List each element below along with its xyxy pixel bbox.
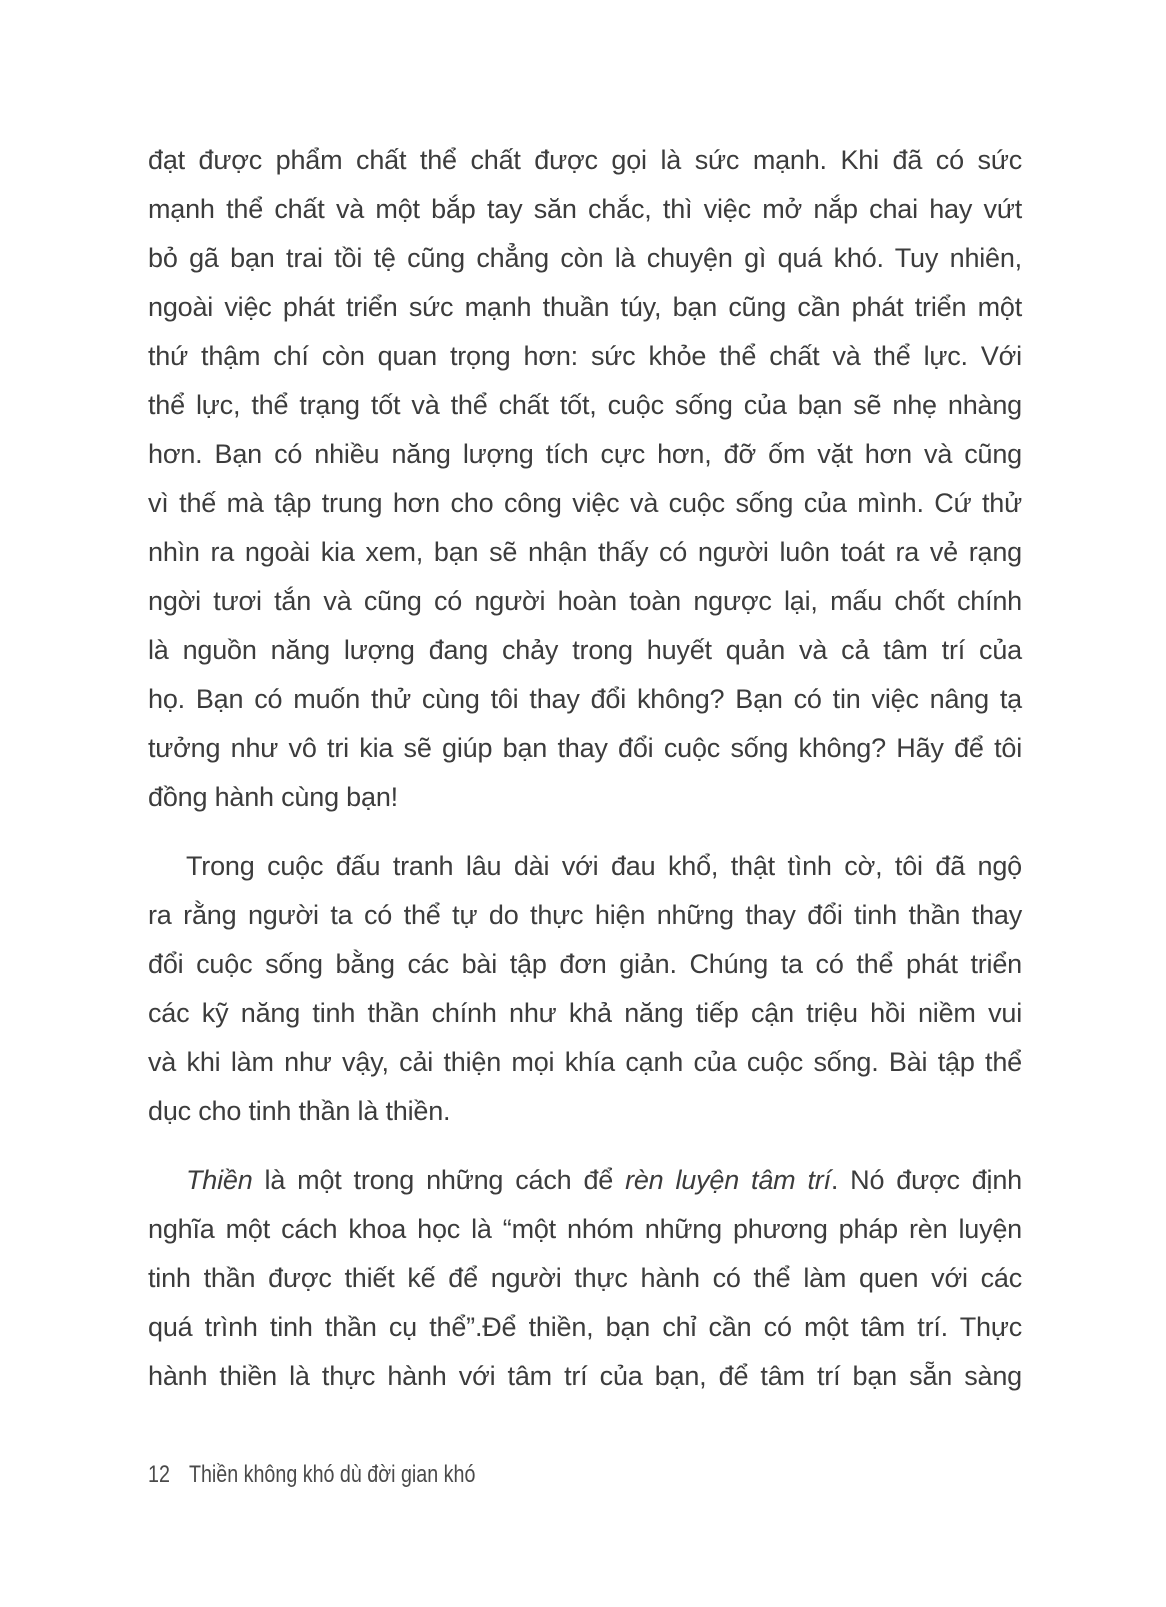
- regular-text: nghĩa một cách khoa học là “một nhóm những phương pháp rèn luyện: [148, 1214, 1022, 1244]
- regular-text: họ. Bạn có muốn thử cùng tôi thay đổi không? Bạn có tin việc nâng tạ: [148, 684, 1022, 714]
- regular-text: dục cho tinh thần là thiền.: [148, 1096, 451, 1126]
- text-line: [148, 1087, 1022, 1136]
- text-line: [148, 136, 1022, 185]
- regular-text: là một trong những cách để: [252, 1165, 626, 1195]
- paragraph: [148, 842, 1022, 1136]
- text-line: [148, 234, 1022, 283]
- regular-text: vì thế mà tập trung hơn cho công việc và cuộc sống của mình. Cứ thử: [148, 488, 1022, 518]
- text-line: [148, 891, 1022, 940]
- text-line: [148, 1303, 1022, 1352]
- text-line: [148, 724, 1022, 773]
- paragraph: [148, 1156, 1022, 1401]
- regular-text: nhìn ra ngoài kia xem, bạn sẽ nhận thấy có người luôn toát ra vẻ rạng: [148, 537, 1022, 567]
- regular-text: thể lực, thể trạng tốt và thể chất tốt, cuộc sống của bạn sẽ nhẹ nhàng: [148, 390, 1022, 420]
- regular-text: ngoài việc phát triển sức mạnh thuần túy, bạn cũng cần phát triển một: [148, 292, 1022, 322]
- regular-text: hơn. Bạn có nhiều năng lượng tích cực hơn, đỡ ốm vặt hơn và cũng: [148, 439, 1022, 469]
- regular-text: đạt được phẩm chất thể chất được gọi là sức mạnh. Khi đã có sức: [148, 145, 1022, 175]
- text-line: [148, 1038, 1022, 1087]
- text-line: [148, 626, 1022, 675]
- text-line: [148, 842, 1022, 891]
- regular-text: ra rằng người ta có thể tự do thực hiện những thay đổi tinh thần thay: [148, 900, 1022, 930]
- text-line: [148, 1352, 1022, 1401]
- text-line: [148, 381, 1022, 430]
- text-line: [148, 528, 1022, 577]
- regular-text: Trong cuộc đấu tranh lâu dài với đau khổ, thật tình cờ, tôi đã ngộ: [186, 851, 1022, 881]
- regular-text: ngời tươi tắn và cũng có người hoàn toàn ngược lại, mấu chốt chính: [148, 586, 1022, 616]
- regular-text: đổi cuộc sống bằng các bài tập đơn giản. Chúng ta có thể phát triển: [148, 949, 1022, 979]
- regular-text: là nguồn năng lượng đang chảy trong huyết quản và cả tâm trí của: [148, 635, 1022, 665]
- text-line: [148, 185, 1022, 234]
- italic-text: rèn luyện tâm trí: [625, 1165, 831, 1195]
- text-line: [148, 430, 1022, 479]
- text-line: [148, 577, 1022, 626]
- regular-text: . Nó được định: [830, 1165, 1022, 1195]
- text-line: [148, 773, 1022, 822]
- text-line: [148, 1156, 1022, 1205]
- italic-text: Thiền: [186, 1165, 253, 1195]
- body-text: [148, 136, 1022, 1401]
- text-line: [148, 940, 1022, 989]
- regular-text: và khi làm như vậy, cải thiện mọi khía cạnh của cuộc sống. Bài tập thể: [148, 1047, 1022, 1077]
- text-line: [148, 675, 1022, 724]
- regular-text: tưởng như vô tri kia sẽ giúp bạn thay đổi cuộc sống không? Hãy để tôi: [148, 733, 1022, 763]
- page-number: 12: [148, 1461, 170, 1488]
- text-line: [148, 1205, 1022, 1254]
- regular-text: hành thiền là thực hành với tâm trí của bạn, để tâm trí bạn sẵn sàng: [148, 1361, 1022, 1391]
- regular-text: đồng hành cùng bạn!: [148, 782, 398, 812]
- regular-text: bỏ gã bạn trai tồi tệ cũng chẳng còn là chuyện gì quá khó. Tuy nhiên,: [148, 243, 1022, 273]
- text-line: [148, 332, 1022, 381]
- running-title: Thiền không khó dù đời gian khó: [188, 1461, 476, 1488]
- regular-text: các kỹ năng tinh thần chính như khả năng tiếp cận triệu hồi niềm vui: [148, 998, 1022, 1028]
- page-footer: [148, 1460, 475, 1490]
- paragraph: [148, 136, 1022, 822]
- regular-text: thứ thậm chí còn quan trọng hơn: sức khỏe thể chất và thể lực. Với: [148, 341, 1022, 371]
- text-line: [148, 1254, 1022, 1303]
- text-line: [148, 479, 1022, 528]
- regular-text: mạnh thể chất và một bắp tay săn chắc, thì việc mở nắp chai hay vứt: [148, 194, 1022, 224]
- text-line: [148, 989, 1022, 1038]
- regular-text: quá trình tinh thần cụ thể”.Để thiền, bạn chỉ cần có một tâm trí. Thực: [148, 1312, 1022, 1342]
- regular-text: tinh thần được thiết kế để người thực hành có thể làm quen với các: [148, 1263, 1022, 1293]
- text-line: [148, 283, 1022, 332]
